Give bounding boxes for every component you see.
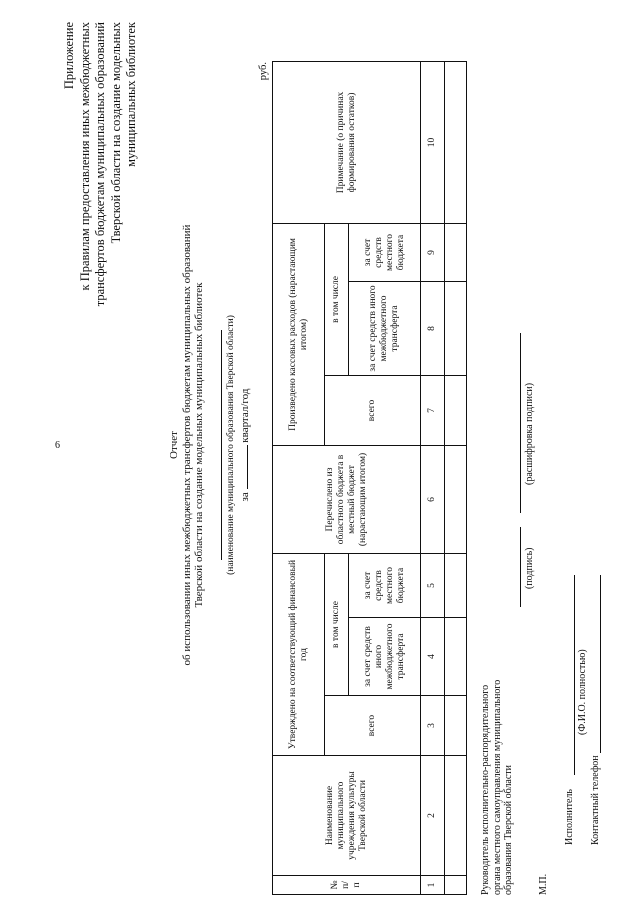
column-number: 1 <box>421 876 445 895</box>
column-number: 6 <box>421 445 445 553</box>
executor-field[interactable] <box>574 575 575 775</box>
report-table <box>272 61 467 895</box>
header-approved-transfer-funds: за счет средств иного межбюджетного трансферта <box>349 618 421 696</box>
page-number: 6 <box>55 440 60 451</box>
head-signature-block <box>480 595 515 895</box>
period-suffix: квартал/год <box>238 388 251 443</box>
table-cell[interactable] <box>445 281 467 375</box>
signature-decode-field[interactable] <box>520 333 521 513</box>
signature-field[interactable] <box>520 527 521 607</box>
column-number: 8 <box>421 281 445 375</box>
column-number: 3 <box>421 696 445 756</box>
header-approved-including: в том числе <box>325 553 349 695</box>
column-number: 4 <box>421 618 445 696</box>
unit-label: руб. <box>258 62 269 81</box>
executor-label: Исполнитель <box>564 789 575 845</box>
column-number: 7 <box>421 375 445 445</box>
municipality-name-hint: (наименование муниципального образования Тверской области) <box>226 315 236 575</box>
municipality-name-field[interactable] <box>212 330 222 560</box>
column-number: 9 <box>421 223 445 281</box>
header-approved-total: всего <box>325 696 421 756</box>
table-cell[interactable] <box>445 61 467 223</box>
table-cell[interactable] <box>445 223 467 281</box>
header-spent-local-funds: за счет средств местного бюджета <box>349 223 421 281</box>
table-cell[interactable] <box>445 876 467 895</box>
appendix-header <box>62 22 140 542</box>
appendix-line: трансфертов бюджетам муниципальных образований <box>93 22 107 307</box>
table-cell[interactable] <box>445 756 467 876</box>
report-heading <box>168 145 251 745</box>
appendix-line: Тверской области на создание модельных <box>108 22 123 244</box>
header-institution-name: Наименование муниципального учреждения культуры Тверской области <box>273 756 421 876</box>
header-number: № п/п <box>273 876 421 895</box>
report-title: Отчет <box>168 431 180 459</box>
executor-fio-hint: (Ф.И.О. полностью) <box>577 649 588 735</box>
column-number: 5 <box>421 553 445 617</box>
signature-hint: (подпись) <box>524 547 535 589</box>
phone-label: Контактный телефон <box>590 755 601 845</box>
header-note: Примечание (о причинах формирования остатков) <box>273 61 421 223</box>
column-number: 2 <box>421 756 445 876</box>
appendix-title: Приложение <box>62 22 76 90</box>
header-cash-expenses: Произведено кассовых расходов (нарастающим итогом) <box>273 223 325 445</box>
header-approved-local-funds: за счет средств местного бюджета <box>349 553 421 617</box>
period-field[interactable] <box>238 445 248 489</box>
head-title-line: образования Тверской области <box>503 764 514 895</box>
header-approved: Утверждено на соответствующий финансовый год <box>273 553 325 755</box>
table-cell[interactable] <box>445 445 467 553</box>
table-cell[interactable] <box>445 375 467 445</box>
header-spent-total: всего <box>325 375 421 445</box>
table-cell[interactable] <box>445 696 467 756</box>
period-prefix: за <box>238 492 251 502</box>
report-subtitle: об использовании иных межбюджетных трансфертов бюджетам муниципальных образований <box>180 224 193 666</box>
head-title-line: Руководитель исполнительно-распорядительного <box>480 684 491 895</box>
header-spent-including: в том числе <box>325 223 349 375</box>
head-title-line: органа местного самоуправления муниципального <box>491 679 503 895</box>
phone-field[interactable] <box>600 575 601 753</box>
signature-decode-hint: (расшифровка подписи) <box>524 382 535 485</box>
column-number: 10 <box>421 61 445 223</box>
header-spent-transfer-funds: за счет средств иного межбюджетного трансферта <box>349 281 421 375</box>
stamp-label: М.П. <box>538 873 549 895</box>
appendix-line: муниципальных библиотек <box>124 22 138 167</box>
table-cell[interactable] <box>445 618 467 696</box>
table-cell[interactable] <box>445 553 467 617</box>
report-subtitle: Тверской области на создание модельных муниципальных библиотек <box>193 282 205 608</box>
header-transferred: Перечислено из областного бюджета в местный бюджет (нарастающим итогом) <box>273 445 421 553</box>
appendix-line: к Правилам предоставления иных межбюджетных <box>77 22 92 291</box>
